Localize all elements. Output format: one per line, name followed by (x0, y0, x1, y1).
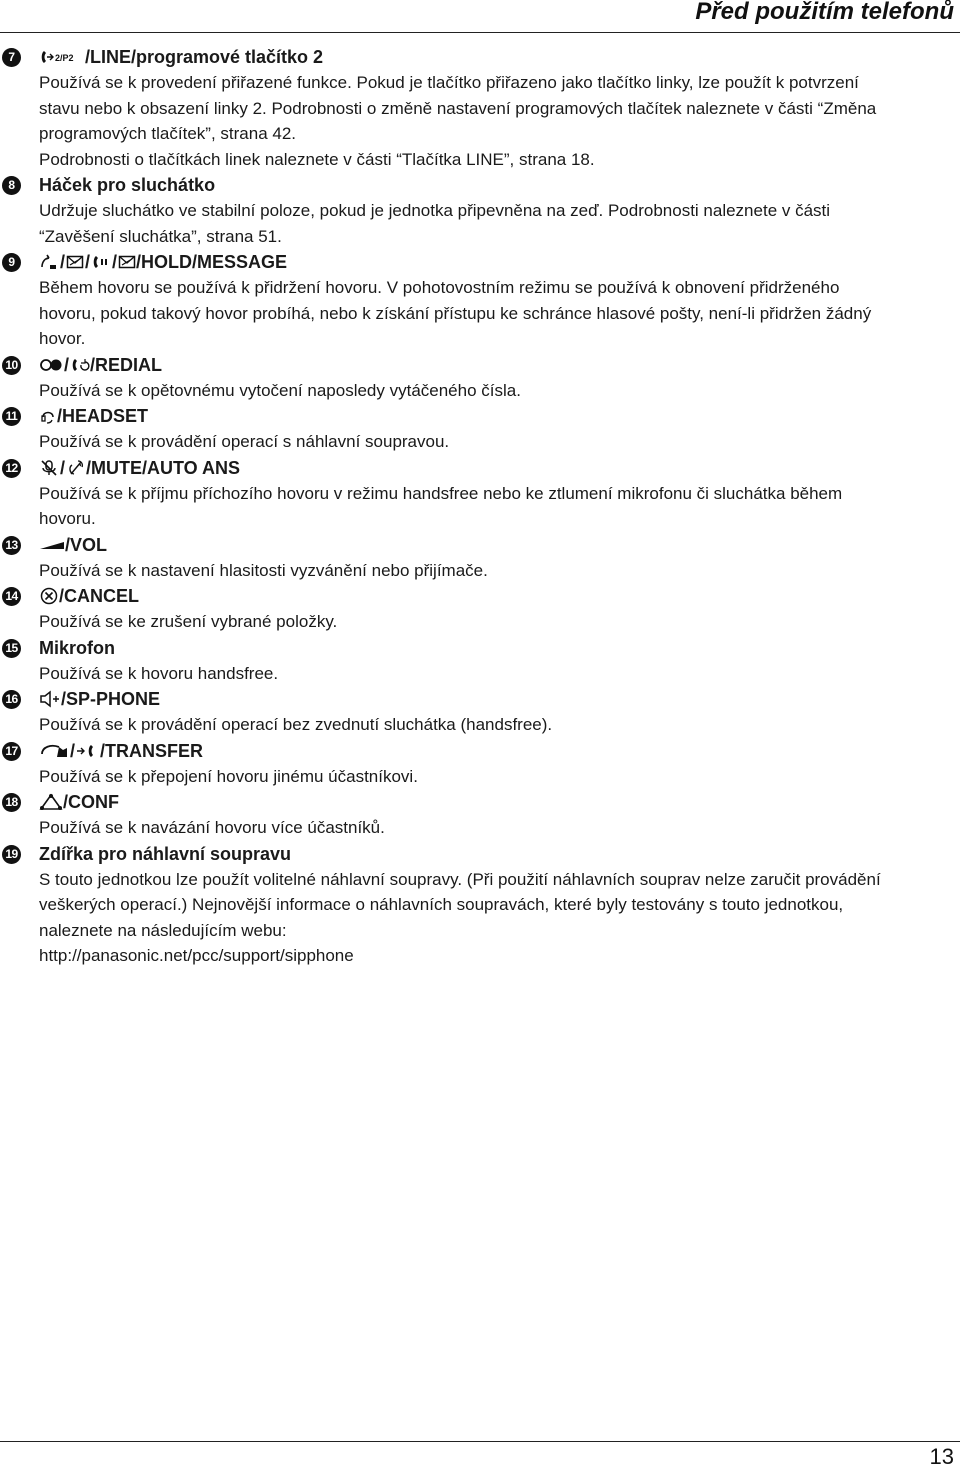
header-divider (0, 32, 960, 33)
slash-separator-icon: / (85, 252, 91, 272)
item-description (39, 378, 951, 404)
page-number: 13 (929, 1444, 954, 1469)
item-number-badge: 19 (2, 845, 21, 864)
conference-icon (39, 793, 63, 811)
item-description (39, 70, 951, 172)
description-line: Používá se k provedení přiřazené funkce. Pokud je tlačítko přiřazeno jako tlačítko linky, lze použít k potvrzení (39, 73, 859, 92)
slash-separator-icon: / (112, 252, 118, 272)
list-item (0, 532, 960, 584)
description-line: Používá se k příjmu příchozího hovoru v režimu handsfree nebo ke ztlumení mikrofonu či sluchátka během (39, 483, 843, 503)
list-item (0, 403, 960, 455)
auto-answer-icon (66, 459, 86, 477)
item-description (39, 481, 951, 532)
slash-separator-icon: / (64, 354, 70, 375)
item-number-badge: 12 (2, 459, 21, 478)
message-envelope-icon (66, 254, 84, 270)
list-item (0, 841, 960, 969)
item-description (39, 764, 951, 790)
item-title: Mikrofon (39, 637, 115, 658)
item-description (39, 867, 951, 969)
list-item (0, 44, 960, 172)
item-title: /HOLD/MESSAGE (136, 252, 288, 272)
slash-separator-icon: / (70, 740, 76, 761)
description-line: Udržuje sluchátko ve stabilní poloze, pokud je jednotka připevněna na zeď. Podrobnosti naleznete v části (39, 201, 831, 220)
item-number-badge: 17 (2, 742, 21, 761)
handset-hold-icon (91, 254, 111, 270)
item-number-badge: 13 (2, 536, 21, 555)
item-number-badge: 9 (2, 253, 21, 272)
item-title: /SP-PHONE (61, 689, 161, 709)
item-description (39, 609, 951, 635)
item-description (39, 198, 951, 249)
description-line: Používá se k nastavení hlasitosti vyzvánění nebo přijímače. (39, 560, 488, 580)
list-item (0, 172, 960, 249)
message-envelope-icon (118, 254, 136, 270)
description-line: Podrobnosti o tlačítkách linek naleznete v části “Tlačítka LINE”, strana 18. (39, 149, 595, 169)
item-description (39, 429, 951, 455)
item-title: /TRANSFER (100, 740, 204, 761)
cancel-icon (39, 587, 59, 605)
list-item (0, 352, 960, 404)
description-line: programových tlačítek”, strana 42. (39, 124, 297, 143)
description-line: Používá se k opětovnému vytočení naposledy vytáčeného čísla. (39, 380, 521, 400)
item-title: /HEADSET (57, 406, 149, 426)
volume-icon (39, 538, 65, 552)
description-line: http://panasonic.net/pcc/support/sipphone (39, 946, 354, 965)
description-line: Používá se k hovoru handsfree. (39, 663, 279, 683)
item-number-badge: 11 (2, 407, 21, 426)
description-line: Používá se k navázání hovoru více účastníků. (39, 818, 385, 837)
footer-divider (0, 1441, 960, 1442)
list-item (0, 789, 960, 841)
item-title: /MUTE/AUTO ANS (86, 457, 241, 478)
description-line: hovor. (39, 329, 86, 348)
button-descriptions-list (0, 44, 960, 969)
item-title: Zdířka pro náhlavní soupravu (39, 843, 292, 864)
description-line: Používá se k provádění operací s náhlavní soupravou. (39, 432, 450, 451)
page-header-title: Před použitím telefonů (695, 0, 954, 25)
item-title: /CONF (63, 792, 119, 812)
description-line: Používá se k provádění operací bez zvednutí sluchátka (handsfree). (39, 715, 553, 734)
description-line: “Zavěšení sluchátka”, strana 51. (39, 226, 282, 246)
description-line: S touto jednotkou lze použít volitelné náhlavní soupravy. (Při použití náhlavních souprav nelze zaručit provádění (39, 869, 881, 889)
handset-transfer-icon (76, 743, 100, 759)
list-item (0, 249, 960, 352)
line-key-icon-label: 2/P2 (55, 53, 74, 63)
speakerphone-icon (39, 690, 61, 708)
handset-redial-icon (70, 357, 90, 373)
description-line: Používá se k přepojení hovoru jinému účastníkovi. (39, 766, 418, 786)
description-line: Během hovoru se používá k přidržení hovoru. V pohotovostním režimu se používá k obnovení přidrženého (39, 278, 840, 297)
item-title: /CANCEL (59, 586, 139, 606)
headset-icon (39, 407, 57, 425)
description-line: Používá se ke zrušení vybrané položky. (39, 612, 338, 631)
slash-separator-icon: / (60, 252, 66, 272)
item-number-badge: 10 (2, 356, 21, 375)
slash-separator-icon: / (60, 457, 66, 478)
list-item (0, 738, 960, 790)
item-title: /VOL (65, 534, 108, 555)
description-line: naleznete na následujícím webu: (39, 920, 287, 940)
item-description (39, 275, 951, 352)
list-item (0, 583, 960, 635)
item-number-badge: 8 (2, 176, 21, 195)
list-item (0, 635, 960, 687)
item-description (39, 661, 951, 687)
item-title: Háček pro sluchátko (39, 175, 216, 195)
description-line: hovoru, pokud takový hovor probíhá, nebo k získání přístupu ke schránce hlasové pošty, není-li přidržen žádný (39, 303, 872, 323)
redial-icon (39, 357, 63, 373)
item-number-badge: 15 (2, 639, 21, 658)
list-item (0, 686, 960, 738)
hold-icon (39, 253, 59, 271)
item-title: /LINE/programové tlačítko 2 (85, 47, 324, 67)
item-description (39, 558, 951, 584)
description-line: hovoru. (39, 509, 96, 528)
description-line: stavu nebo k obsazení linky 2. Podrobnosti o změně nastavení programových tlačítek naleznete v části “Změna (39, 98, 877, 118)
item-title: /REDIAL (90, 354, 163, 375)
item-number-badge: 7 (2, 48, 21, 67)
item-number-badge: 16 (2, 690, 21, 709)
item-number-badge: 14 (2, 587, 21, 606)
list-item (0, 455, 960, 532)
line-key-icon (39, 49, 85, 65)
item-number-badge: 18 (2, 793, 21, 812)
transfer-icon (39, 742, 69, 760)
mute-icon (39, 459, 59, 477)
item-description (39, 712, 951, 738)
item-description (39, 815, 951, 841)
description-line: veškerých operací.) Nejnovější informace o náhlavních soupravách, které byly testovány s touto jednotkou, (39, 895, 844, 914)
